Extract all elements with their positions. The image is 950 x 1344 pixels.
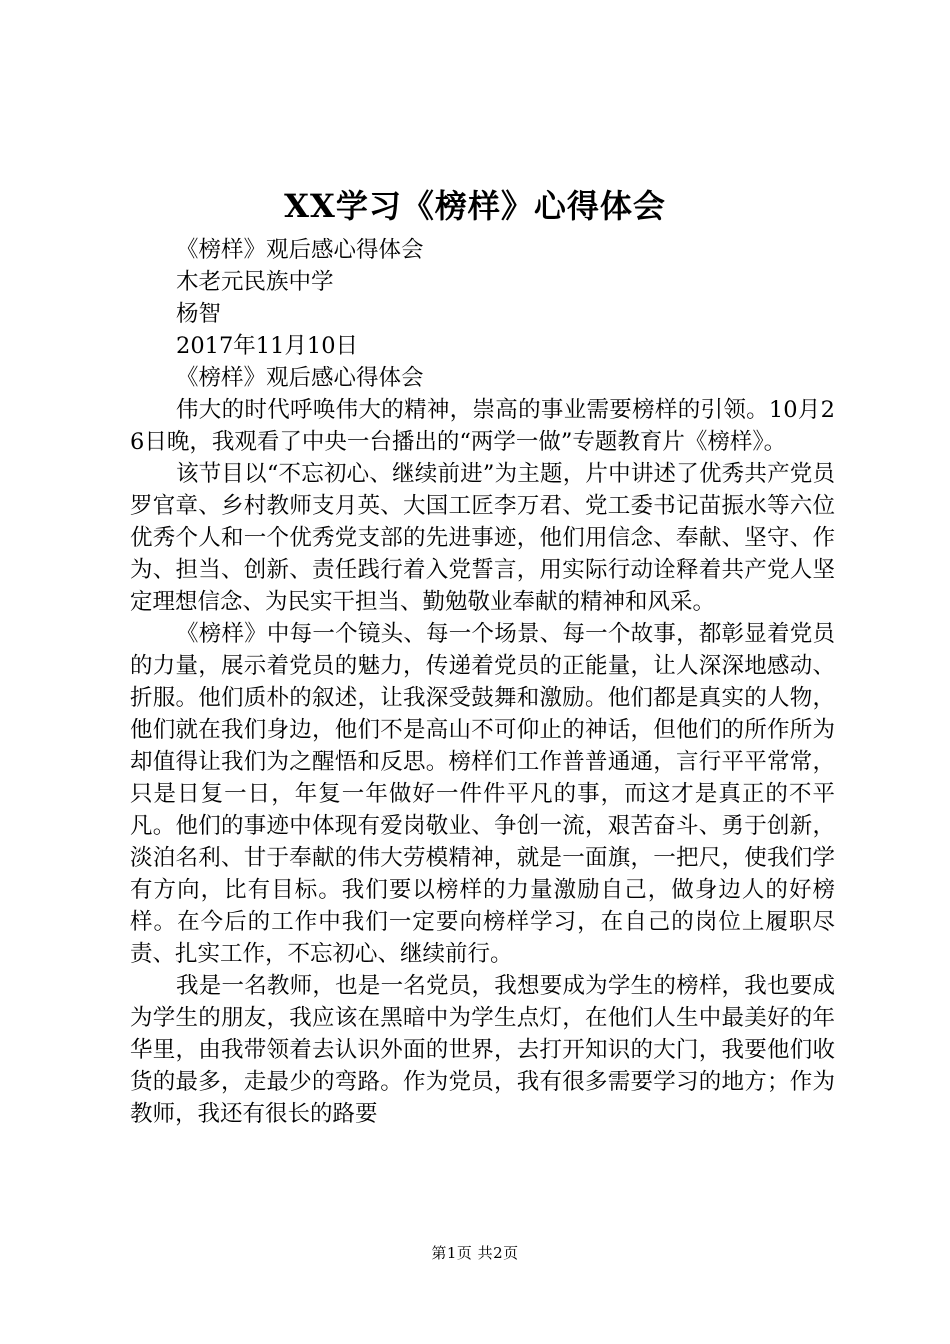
body-paragraph: 该节目以“不忘初心、继续前进”为主题，片中讲述了优秀共产党员罗官章、乡村教师支月英、大国工匠李万君、党工委书记苗振水等六位优秀个人和一个优秀党支部的先进事迹，他们用信念、奉献、坚守、作为、担当、创新、责任践行着入党誓言，用实际行动诠释着共产党人坚定理想信念、为民实干担当、勤勉敬业奉献的精神和风采。	[130, 461, 835, 615]
page-footer: 第1页 共2页	[431, 1244, 519, 1262]
document-body	[130, 234, 835, 1130]
body-paragraph: 我是一名教师，也是一名党员，我想要成为学生的榜样，我也要成为学生的朋友，我应该在黑暗中为学生点灯，在他们人生中最美好的年华里，由我带领着去认识外面的世界，去打开知识的大门，我要他们收货的最多，走最少的弯路。作为党员，我有很多需要学习的地方；作为教师，我还有很长的路要	[130, 973, 835, 1127]
body-paragraph: 伟大的时代呼唤伟大的精神，崇高的事业需要榜样的引领。10月26日晚，我观看了中央一台播出的“两学一做”专题教育片《榜样》。	[130, 397, 835, 455]
document-date: 2017年11月10日	[176, 333, 359, 359]
body-paragraph: 《榜样》中每一个镜头、每一个场景、每一个故事，都彰显着党员的力量，展示着党员的魅力，传递着党员的正能量，让人深深地感动、折服。他们质朴的叙述，让我深受鼓舞和激励。他们都是真实的人物，他们就在我们身边，他们不是高山不可仰止的神话，但他们的所作所为却值得让我们为之醒悟和反思。榜样们工作普普通通，言行平平常常，只是日复一日，年复一年做好一件件平凡的事，而这才是真正的不平凡。他们的事迹中体现有爱岗敬业、争创一流，艰苦奋斗、勇于创新，淡泊名利、甘于奉献的伟大劳模精神，就是一面旗，一把尺，使我们学有方向，比有目标。我们要以榜样的力量激励自己，做身边人的好榜样。在今后的工作中我们一定要向榜样学习，在自己的岗位上履职尽责、扎实工作，不忘初心、继续前行。	[130, 621, 835, 967]
school-name: 木老元民族中学	[176, 269, 334, 295]
section-heading: 《榜样》观后感心得体会	[176, 365, 424, 391]
document-title: XX学习《榜样》心得体会	[284, 187, 666, 225]
subtitle-line: 《榜样》观后感心得体会	[176, 237, 424, 263]
author-name: 杨智	[176, 301, 222, 327]
